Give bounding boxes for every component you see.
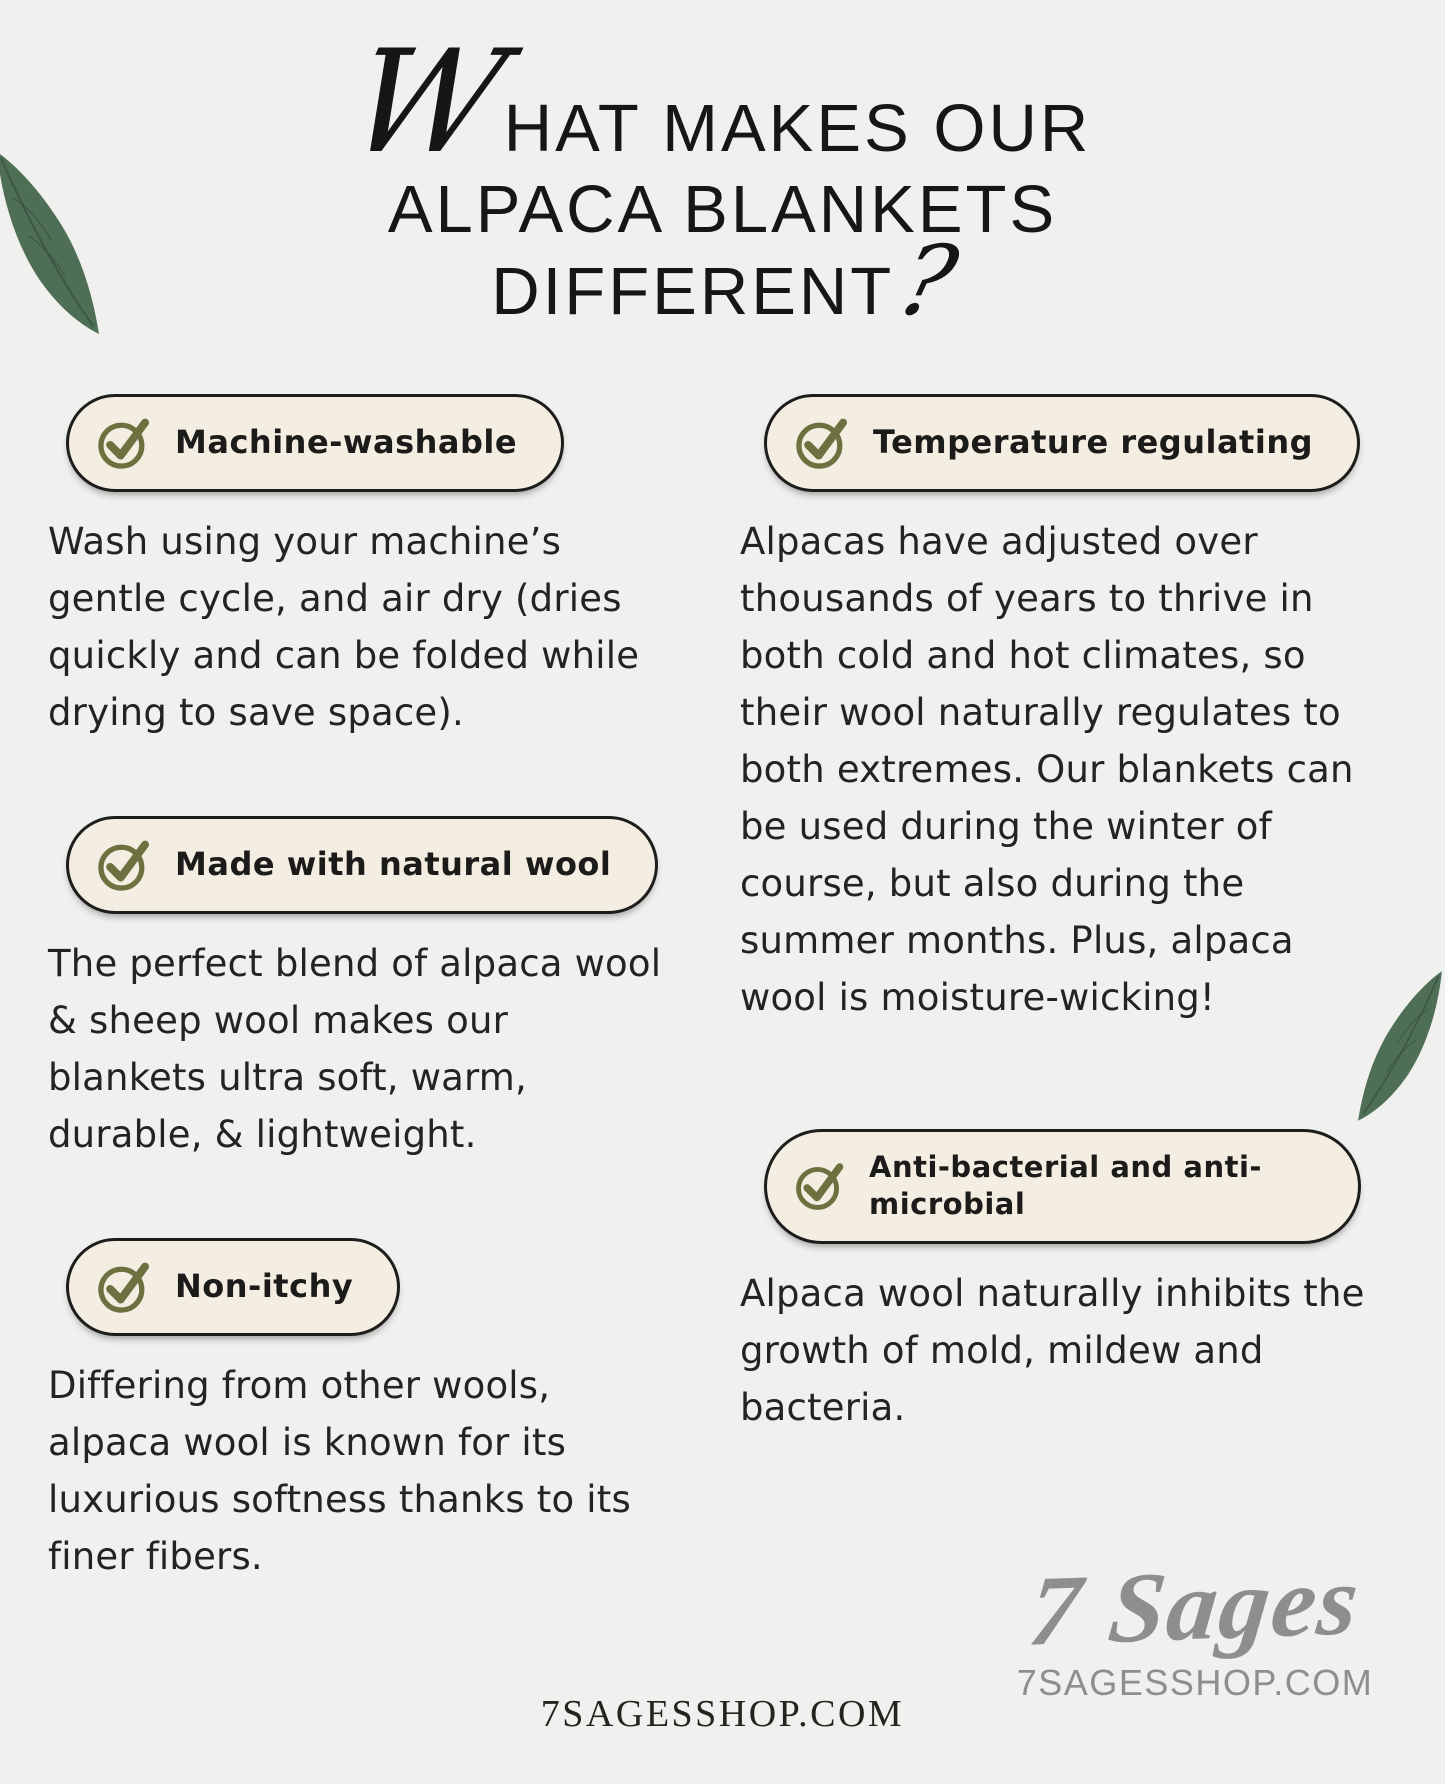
feature-paragraph: The perfect blend of alpaca wool & sheep wool makes our blankets ultra soft, warm, durable, & lightweight. [48, 941, 662, 1156]
features-column-left [48, 394, 676, 1660]
features-column-right [740, 394, 1390, 1511]
page-title [0, 20, 1445, 337]
feature-paragraph: Alpaca wool naturally inhibits the growth of mold, mildew and bacteria. [740, 1272, 1365, 1430]
check-circle-icon [95, 836, 153, 894]
title-script-initial: W [333, 20, 521, 185]
feature-badge-non-itchy [66, 1238, 400, 1336]
feature-badge-label: Non-itchy [175, 1266, 354, 1305]
brand-logo-script: 7 Sages [1024, 1544, 1366, 1667]
feature-badge-anti-bacterial [764, 1129, 1361, 1244]
feature-paragraph: Alpacas have adjusted over thousands of years to thrive in both cold and hot climates, so their wool naturally regulates to both extremes. Our blankets can be used during the winter of course, but also during the summer months. Plus, alpaca wool is moisture-wicking! [740, 520, 1354, 1019]
feature-badge-label: Made with natural wool [175, 845, 612, 884]
title-line-3-text: DIFFERENT [491, 254, 895, 329]
feature-paragraph: Wash using your machine’s gentle cycle, and air dry (dries quickly and can be folded while drying to save space). [48, 520, 640, 734]
title-script-question: ? [888, 225, 968, 337]
brand-logo-url: 7SAGESSHOP.COM [1016, 1662, 1374, 1703]
check-circle-icon [95, 414, 153, 472]
feature-badge-temperature-regulating [764, 394, 1360, 492]
feature-badge-label: Temperature regulating [873, 423, 1313, 462]
feature-badge-label: Machine-washable [175, 423, 518, 462]
feature-badge-machine-washable [66, 394, 564, 492]
feature-badge-label: Anti-bacterial and anti-microbial [869, 1149, 1262, 1222]
feature-paragraph: Differing from other wools, alpaca wool is known for its luxurious softness thanks to its finer fibers. [48, 1363, 631, 1578]
title-line-1 [0, 20, 1445, 185]
check-circle-icon [793, 1159, 847, 1213]
feature-badge-natural-wool [66, 816, 658, 914]
footer-website-url: 7SAGESSHOP.COM [540, 1693, 905, 1735]
title-line-2 [0, 172, 1445, 247]
check-circle-icon [95, 1258, 153, 1316]
title-line-3 [0, 225, 1445, 337]
title-line-1-text: HAT MAKES OUR [503, 91, 1092, 166]
title-line-2-text: ALPACA BLANKETS [387, 172, 1058, 247]
check-circle-icon [793, 414, 851, 472]
brand-logo [975, 1544, 1415, 1704]
